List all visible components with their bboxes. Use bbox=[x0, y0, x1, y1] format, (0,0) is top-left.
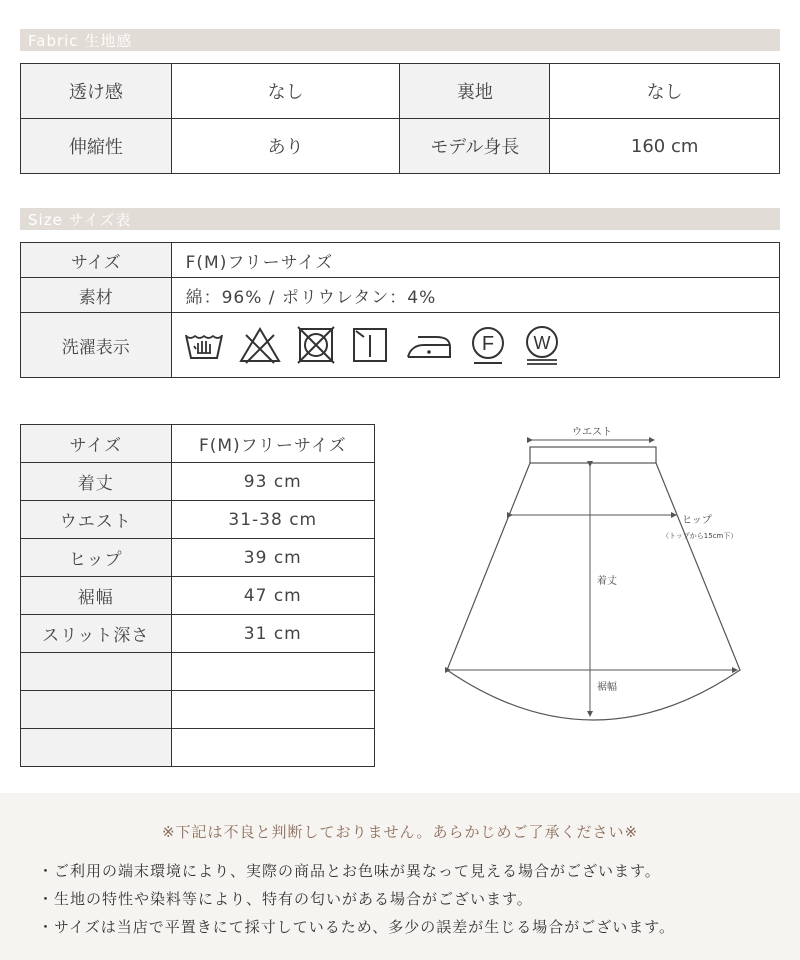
wet-clean-w-icon bbox=[522, 325, 562, 365]
dry-clean-letter: F bbox=[481, 333, 494, 355]
table-row bbox=[21, 615, 375, 653]
measure-value: 93 cm bbox=[171, 463, 374, 501]
hip-note: （トップから15cm下） bbox=[662, 532, 738, 540]
table-row bbox=[21, 501, 375, 539]
table-row bbox=[21, 653, 375, 691]
wet-clean-letter: W bbox=[533, 333, 551, 353]
measure-label: スリット深さ bbox=[21, 615, 172, 653]
measure-label: ヒップ bbox=[21, 539, 172, 577]
measure-label: 裾幅 bbox=[21, 577, 172, 615]
measure-label bbox=[21, 691, 172, 729]
size-label: サイズ bbox=[21, 243, 172, 278]
fabric-table bbox=[20, 63, 780, 174]
material-label: 素材 bbox=[21, 278, 172, 313]
table-row bbox=[21, 278, 780, 313]
notice-heading: ※下記は不良と判断しておりません。あらかじめご了承ください※ bbox=[161, 823, 639, 841]
measure-value bbox=[171, 729, 374, 767]
model-height-value: 160 cm bbox=[550, 119, 780, 174]
size-header-text: Size サイズ表 bbox=[28, 211, 132, 229]
care-icons-cell bbox=[171, 313, 779, 378]
size-value: F(M)フリーサイズ bbox=[171, 243, 779, 278]
material-value: 綿：96% / ポリウレタン：4% bbox=[171, 278, 779, 313]
note-item: ・生地の特性や染料等により、特有の匂いがある場合がございます。 bbox=[38, 890, 533, 908]
skirt-measurement-diagram bbox=[440, 420, 760, 730]
stretch-value: あり bbox=[171, 119, 400, 174]
note-item: ・サイズは当店で平置きにて採寸しているため、多少の誤差が生じる場合がございます。 bbox=[38, 918, 676, 936]
note-item: ・ご利用の端末環境により、実際の商品とお色味が異なって見える場合がございます。 bbox=[38, 862, 661, 880]
table-row bbox=[21, 729, 375, 767]
measure-value bbox=[171, 691, 374, 729]
measure-label: サイズ bbox=[21, 425, 172, 463]
sheerness-value: なし bbox=[171, 64, 400, 119]
measure-value: 31 cm bbox=[171, 615, 374, 653]
low-iron-icon bbox=[404, 325, 454, 365]
wash-tub-icon bbox=[184, 325, 224, 365]
care-label: 洗濯表示 bbox=[21, 313, 172, 378]
model-height-label: モデル身長 bbox=[400, 119, 550, 174]
size-section-header bbox=[20, 208, 780, 230]
lining-value: なし bbox=[550, 64, 780, 119]
table-row bbox=[21, 119, 780, 174]
table-row bbox=[21, 539, 375, 577]
no-bleach-icon bbox=[238, 325, 282, 365]
waistband-shape bbox=[530, 447, 656, 463]
fabric-header-text: Fabric 生地感 bbox=[28, 32, 133, 50]
table-row bbox=[21, 313, 780, 378]
measure-value bbox=[171, 653, 374, 691]
measure-value: 47 cm bbox=[171, 577, 374, 615]
fabric-section-header bbox=[20, 29, 780, 51]
lining-label: 裏地 bbox=[400, 64, 550, 119]
table-row bbox=[21, 463, 375, 501]
skirt-shape bbox=[447, 463, 740, 720]
length-label: 着丈 bbox=[597, 576, 617, 587]
measure-value: 39 cm bbox=[171, 539, 374, 577]
table-row bbox=[21, 577, 375, 615]
measure-label: ウエスト bbox=[21, 501, 172, 539]
hem-label: 裾幅 bbox=[597, 682, 617, 693]
waist-label: ウエスト bbox=[572, 427, 612, 438]
measurements-table bbox=[20, 424, 375, 767]
product-info-table bbox=[20, 242, 780, 378]
stretch-label: 伸縮性 bbox=[21, 119, 172, 174]
measure-value: 31-38 cm bbox=[171, 501, 374, 539]
measure-label: 着丈 bbox=[21, 463, 172, 501]
drip-dry-icon bbox=[350, 325, 390, 365]
measure-label bbox=[21, 653, 172, 691]
table-row bbox=[21, 243, 780, 278]
sheerness-label: 透け感 bbox=[21, 64, 172, 119]
table-row bbox=[21, 425, 375, 463]
table-row bbox=[21, 64, 780, 119]
measure-label bbox=[21, 729, 172, 767]
measure-value: F(M)フリーサイズ bbox=[171, 425, 374, 463]
dry-clean-f-icon bbox=[468, 325, 508, 365]
hip-label: ヒップ bbox=[682, 515, 712, 526]
no-tumble-dry-icon bbox=[296, 325, 336, 365]
table-row bbox=[21, 691, 375, 729]
notes-footer bbox=[0, 793, 800, 960]
